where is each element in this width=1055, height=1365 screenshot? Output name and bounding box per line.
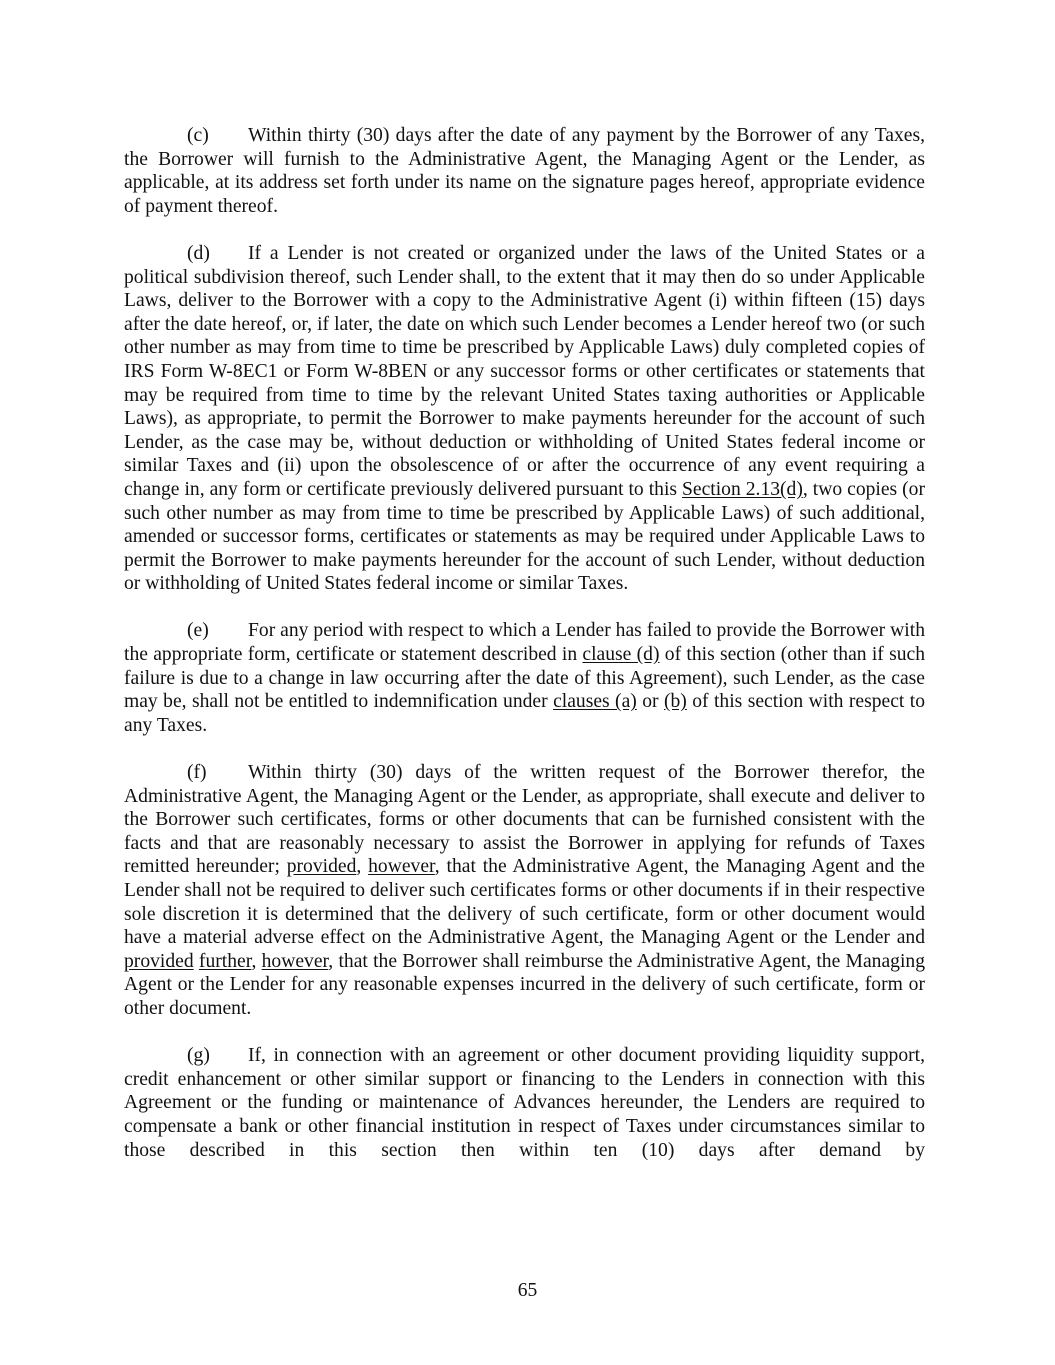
clause-reference: clause (d): [582, 644, 660, 666]
paragraph-d: [124, 242, 925, 596]
paragraph-text: of this section (other than if such failure is due to a change in law occurring after the date of this Agreement), such Lender, as the case may be, shall not be entitled to indemnification under: [124, 644, 926, 713]
paragraph-text: ,: [251, 950, 262, 972]
paragraph-text: Within thirty (30) days after the date of any payment by the Borrower of any Taxes, the Borrower will furnish to the Administrative Agent, the Managing Agent or the Lender, as applicable, at its address set forth under its name on the signature pages hereof, appropriate evidence of payment thereof.: [124, 125, 925, 217]
paragraph-text: , two copies (or such other number as may from time to time be prescribed by Applicable Laws) of such additional, amended or successor forms, certificates or statements as may be required under Applicable Laws to permit the Borrower to make payments hereunder for the account of such Lender, without deduction or withholding of United States federal income or similar Taxes.: [124, 478, 926, 595]
paragraph-text: ,: [356, 856, 369, 878]
paragraph-g: [124, 1044, 925, 1162]
paragraph-text: For any period with respect to which a Lender has failed to provide the Borrower with the appropriate form, certificate or statement described in: [124, 620, 925, 666]
paragraph-text: Within thirty (30) days of the written request of the Borrower therefor, the Administrative Agent, the Managing Agent or the Lender, as appropriate, shall execute and deliver to the Borrower such certificates, forms or other documents that can be furnished consistent with the facts and that are reasonably necessary to assist the Borrower in applying for refunds of Taxes remitted hereunder;: [124, 762, 925, 878]
paragraph-text: , that the Borrower shall reimburse the Administrative Agent, the Managing Agent or the Lender for any reasonable expenses incurred in the delivery of such certificate, form or other document.: [124, 950, 925, 1019]
clause-label: (g): [187, 1045, 210, 1067]
paragraph-text: , that the Administrative Agent, the Managing Agent and the Lender shall not be required to deliver such certificates forms or other documents if in their respective sole discretion it is determined that the delivery of such certificate, form or other document would have a material adverse effect on the Administrative Agent, the Managing Agent or the Lender and: [124, 856, 926, 949]
clause-label: (c): [187, 125, 209, 146]
underlined-term: provided: [124, 950, 194, 972]
page-number: 65: [517, 1280, 538, 1301]
underlined-term: however: [261, 950, 329, 972]
paragraph-c: [124, 124, 925, 218]
clause-label: (f): [187, 762, 207, 784]
underlined-term: further: [198, 950, 252, 972]
clause-reference: (b): [663, 691, 687, 713]
paragraph-text: of this section with respect to any Taxes.: [124, 691, 925, 736]
paragraph-text: or: [636, 691, 664, 713]
paragraph-text: If, in connection with an agreement or other document providing liquidity support, credit enhancement or other similar support or financing to the Lenders in connection with this Agreement or the funding or maintenance of Advances hereunder, the Lenders are required to compensate a bank or other financial institution in respect of Taxes under circumstances similar to those described in this section then within ten (10) days after demand by: [124, 1045, 925, 1161]
paragraph-text: If a Lender is not created or organized under the laws of the United States or a political subdivision thereof, such Lender shall, to the extent that it may then do so under Applicable Laws, deliver to the Borrower with a copy to the Administrative Agent (i) within fifteen (15) days after the date hereof, or, if later, the date on which such Lender becomes a Lender hereof two (or such other number as may from time to time be prescribed by Applicable Laws) duly completed copies of IRS Form W-8EC1 or Form W-8BEN or any successor forms or other certificates or statements that may be required from time to time by the relevant United States taxing authorities or Applicable Laws), as appropriate, to permit the Borrower to make payments hereunder for the account of such Lender, as the case may be, without deduction or withholding of United States federal income or similar Taxes and (ii) upon the obsolescence of or after the occurrence of any event requiring a change in, any form or certificate previously delivered pursuant to this: [124, 242, 925, 500]
section-reference-link: Section 2.13(d): [682, 478, 803, 500]
underlined-term: however: [368, 856, 435, 878]
clause-reference: clauses (a): [553, 691, 637, 713]
clause-label: (d): [187, 242, 210, 264]
underlined-term: provided: [286, 856, 357, 878]
paragraph-f: [124, 761, 925, 1021]
document-page: [124, 124, 925, 1186]
clause-label: (e): [187, 620, 209, 642]
paragraph-e: [124, 619, 925, 737]
